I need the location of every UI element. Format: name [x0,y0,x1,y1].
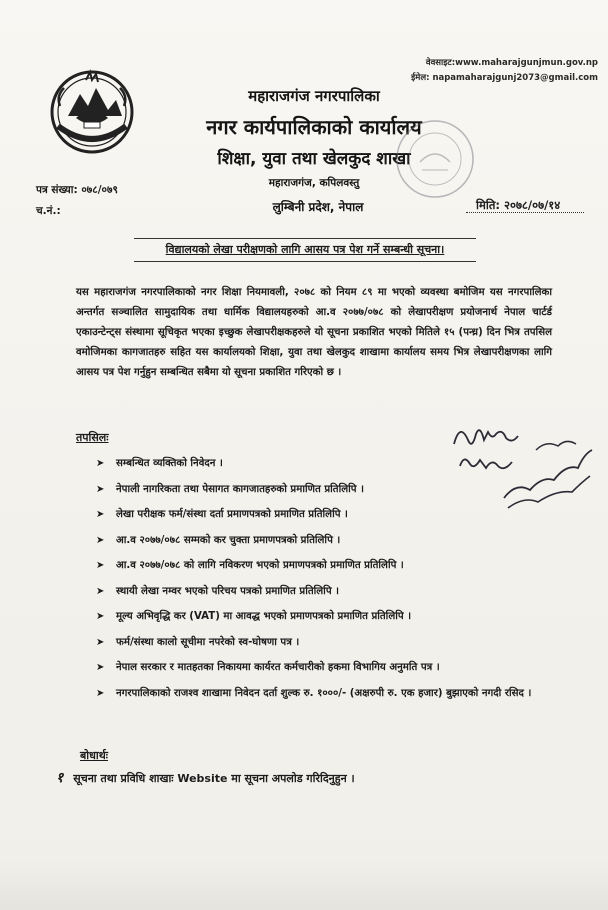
list-item: ➤ स्थायी लेखा नम्वर भएको परिचय पत्रको प्रमाणित प्रतिलिपि । [96,581,558,602]
list-heading: तपसिलः [76,431,109,444]
dispatch-number: च.नं.: [36,205,61,217]
cc-heading: बोधार्थः [80,749,108,762]
list-item: ➤ फर्म/संस्था कालो सूचीमा नपरेको स्व-घोषणा पत्र । [96,632,558,653]
office-name: नगर कार्यपालिकाको कार्यालय [206,115,422,139]
cc-number: १ [56,770,64,786]
arrow-bullet-icon: ➤ [96,585,105,597]
cc-line [56,768,355,787]
letter-date: मिति: २०७८/०७/१४ [476,198,561,212]
list-item: ➤ मूल्य अभिवृद्धि कर (VAT) मा आवद्ध भएको प्रमाणपत्रको प्रमाणित प्रतिलिपि । [96,606,558,627]
list-item: ➤ नगरपालिकाको राजश्व शाखामा निवेदन दर्ता शुल्क रु. १०००/- (अक्षरुपी रु. एक हजार) बुझाएको नगदी रसिद । [96,683,558,704]
arrow-bullet-icon: ➤ [96,534,105,546]
website-line: वेवसाइट:www.maharajgunjmun.gov.np [425,58,598,68]
page-shadow [0,860,608,910]
arrow-bullet-icon: ➤ [96,560,105,571]
arrow-bullet-icon: ➤ [96,483,105,495]
notice-subject: विद्यालयको लेखा परीक्षणको लागि आसय पत्र पेश गर्ने सम्बन्धी सूचना। [134,238,476,262]
contact-block [411,56,598,86]
government-emblem-icon [46,66,138,154]
notice-body: यस महाराजगंज नगरपालिकाको नगर शिक्षा नियमावली, २०७८ को नियम ८९ मा भएको व्यवस्था बमोजिम यस नगरपालिका अन्तर्गत सञ्चालित सामुदायिक तथा धार्मिक विद्यालयहरुको आ.व २०७७/०७८ को लेखापरीक्षण प्रयोजनार्थ नेपाल चार्टर्ड एकाउन्टेन्ट्स संस्थामा सूचिकृत भएका इच्छुक लेखापरीक्षकहरुले यो सूचना प्रकाशित भएको मितिले १५ (पन्ध्र) दिन भित्र तपसिल वमोजिमका कागजातहरु सहित यस कार्यालयको शिक्षा, युवा तथा खेलकुद शाखामा कार्यालय समय भित्र लेखापरीक्षणका लागि आसय पत्र पेश गर्नुहुन सम्बन्धित सबैमा यो सूचना प्रकाशित गरिएको छ । [76,287,552,378]
section-name: शिक्षा, युवा तथा खेलकुद शाखा [217,149,411,169]
office-seal-icon [392,116,478,202]
list-item: ➤ सम्बन्धित व्यक्तिको निवेदन । [96,453,558,474]
list-item: ➤ आ.व २०७७/०७८ को लागि नविकरण भएको प्रमाणपत्रको प्रमाणित प्रतिलिपि । [96,555,558,576]
arrow-bullet-icon: ➤ [96,636,105,648]
arrow-bullet-icon: ➤ [96,509,105,520]
arrow-bullet-icon: ➤ [96,687,105,699]
list-item: ➤ लेखा परीक्षक फर्म/संस्था दर्ता प्रमाणपत्रको प्रमाणित प्रतिलिपि । [96,504,558,525]
list-item: ➤ आ.व २०७७/०७८ सम्मको कर चुक्ता प्रमाणपत्रको प्रतिलिपि । [96,530,558,551]
email-line: ईमेल: napamaharajgunj2073@gmail.com [411,73,598,83]
arrow-bullet-icon: ➤ [96,611,105,622]
arrow-bullet-icon: ➤ [96,458,105,469]
list-item: ➤ नेपाल सरकार र मातहतका निकायमा कार्यरत कर्मचारीको हकमा विभागिय अनुमति पत्र । [96,657,558,678]
province-name: लुम्बिनी प्रदेश, नेपाल [272,200,364,214]
arrow-bullet-icon: ➤ [96,662,105,673]
handwritten-signature [446,410,596,520]
cc-text: सूचना तथा प्रविधि शाखाः Website मा सूचना अपलोड गरिदिनुहुन । [73,772,355,785]
municipality-name: महाराजगंज नगरपालिका [248,87,380,105]
date-divider [466,212,584,213]
letter-number: पत्र संख्या: ०७८/०७९ [36,184,118,196]
list-item: ➤ नेपाली नागरिकता तथा पेसागत कागजातहरुको प्रमाणित प्रतिलिपि । [96,479,558,500]
office-address: महाराजगंज, कपिलवस्तु [268,177,360,189]
